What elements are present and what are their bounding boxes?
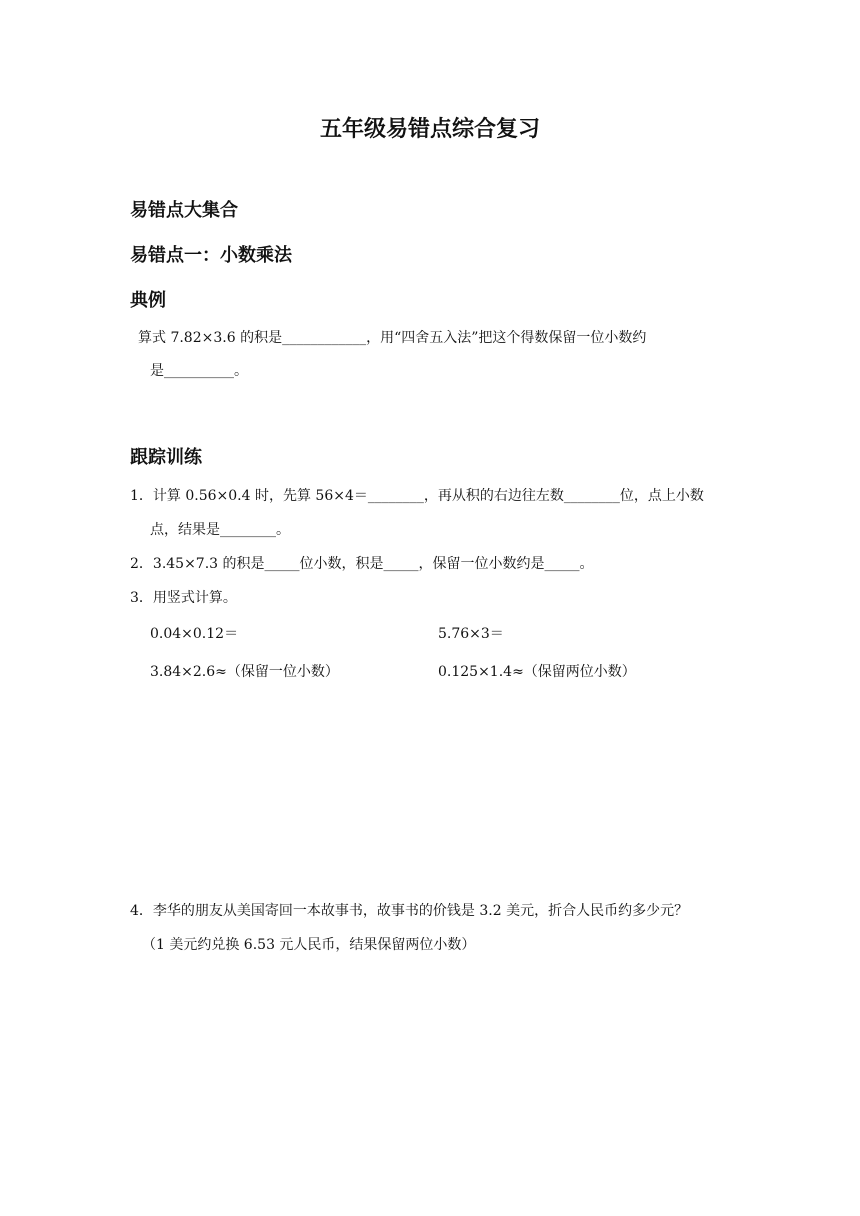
- question-2: 2．3.45×7.3 的积是_____位小数，积是_____，保留一位小数约是_____。: [130, 556, 594, 572]
- question-4-line-2: （1 美元约兑换 6.53 元人民币，结果保留两位小数）: [142, 937, 476, 953]
- topic-heading: 易错点一：小数乘法: [130, 245, 292, 266]
- question-3-item-c: 3.84×2.6≈（保留一位小数）: [150, 664, 339, 680]
- question-4-line-1: 4．李华的朋友从美国寄回一本故事书，故事书的价钱是 3.2 美元，折合人民币约多少元？: [130, 903, 689, 919]
- question-3-item-a: 0.04×0.12＝: [150, 626, 239, 642]
- question-1-line-1: 1．计算 0.56×0.4 时，先算 56×4＝________，再从积的右边往左数________位，点上小数: [130, 488, 704, 504]
- example-line-2: 是__________。: [150, 363, 248, 379]
- question-1-line-2: 点，结果是________。: [150, 522, 290, 538]
- question-3-item-b: 5.76×3＝: [438, 626, 504, 642]
- practice-heading: 跟踪训练: [130, 447, 202, 468]
- example-line-1: 算式 7.82×3.6 的积是____________，用“四舍五入法”把这个得数保留一位小数约: [138, 330, 647, 346]
- page-title: 五年级易错点综合复习: [319, 117, 540, 142]
- question-3-item-d: 0.125×1.4≈（保留两位小数）: [438, 664, 636, 680]
- section-heading: 易错点大集合: [130, 200, 238, 221]
- example-heading: 典例: [130, 290, 166, 311]
- question-3-intro: 3．用竖式计算。: [130, 590, 237, 606]
